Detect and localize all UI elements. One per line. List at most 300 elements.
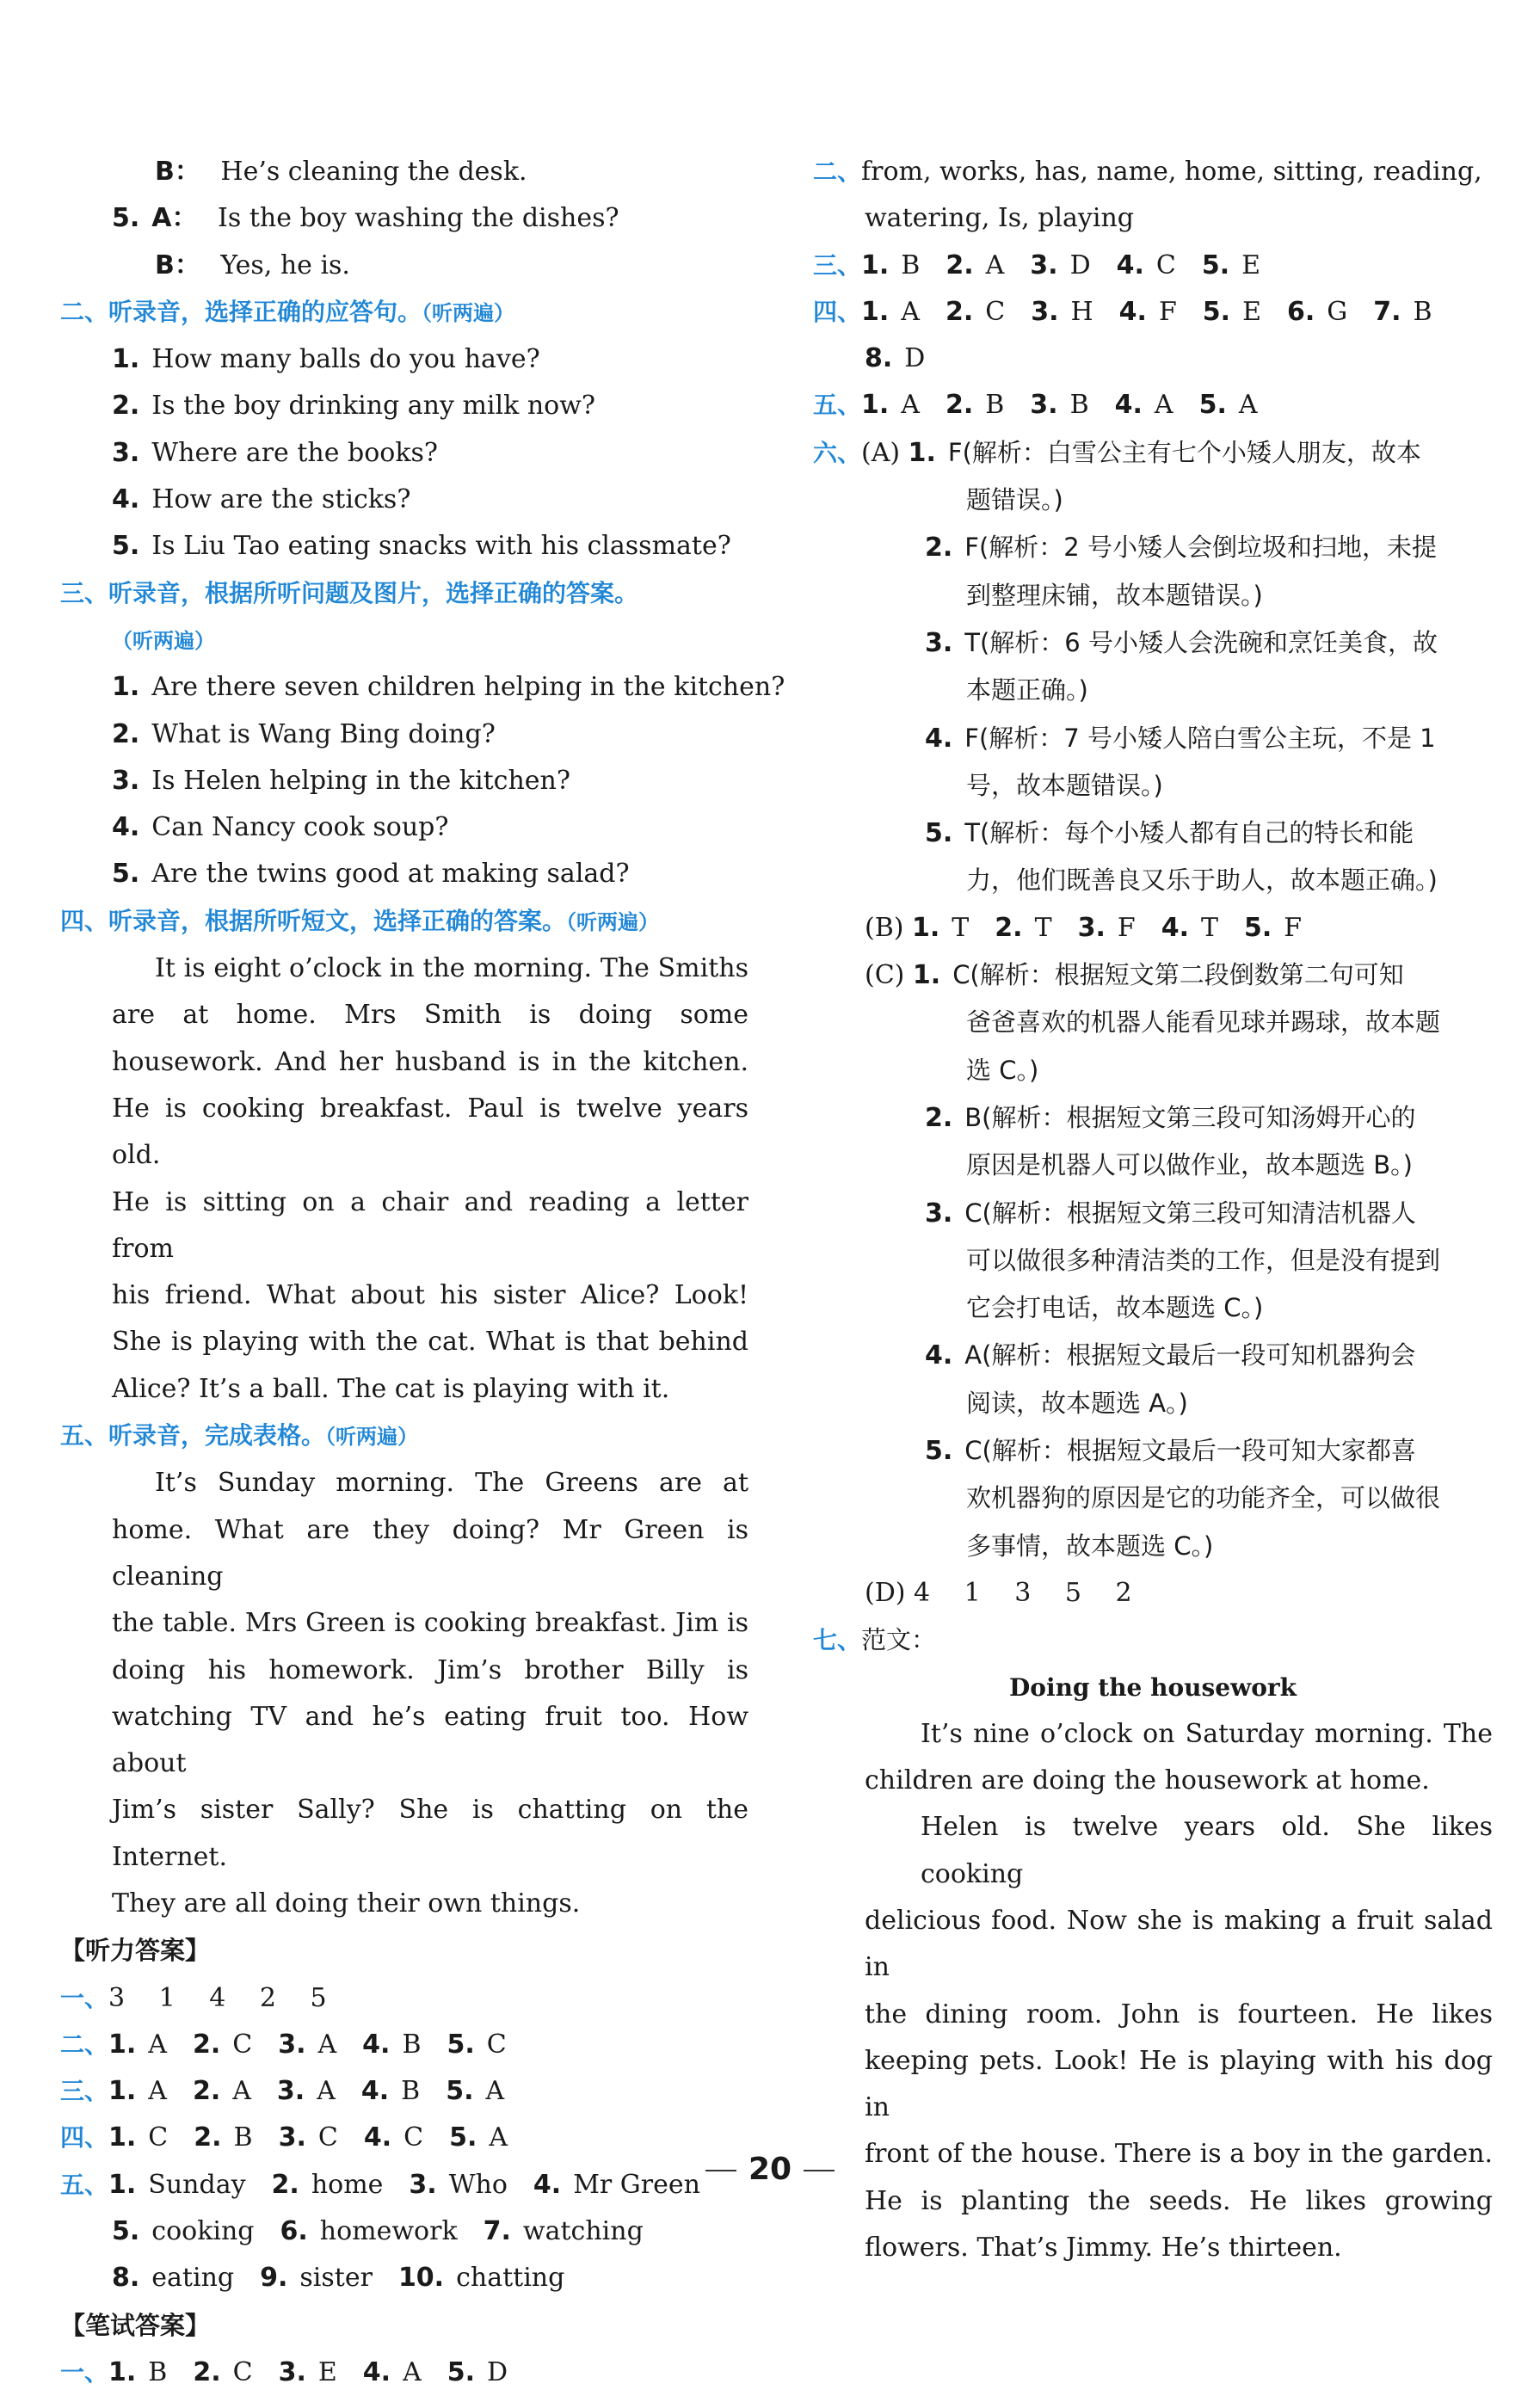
left-line xyxy=(60,1086,748,1180)
item-number: 3. xyxy=(278,2356,306,2387)
text-span: watching xyxy=(522,2216,644,2247)
right-line xyxy=(813,762,1493,810)
text-span: C(解析：根据短文第二段倒数第二句可知 xyxy=(952,960,1404,990)
left-line xyxy=(60,1881,748,1927)
text-span: Can Nancy cook soup? xyxy=(151,812,449,843)
left-line xyxy=(60,804,748,851)
text-span: G xyxy=(1327,296,1374,327)
right-line xyxy=(813,1898,1493,1992)
left-line xyxy=(60,1507,748,1601)
right-line xyxy=(813,1427,1493,1475)
item-number: 1. xyxy=(861,296,890,327)
text-span: Is the boy drinking any milk now? xyxy=(151,391,595,422)
text-span: 题错误。) xyxy=(966,485,1063,515)
item-number: 5. xyxy=(925,818,953,849)
text-span: A xyxy=(485,2076,505,2107)
text-span: 可以做很多种清洁类的工作，但是没有提到 xyxy=(966,1245,1441,1275)
text-span: A xyxy=(901,296,946,327)
right-line xyxy=(813,1094,1493,1142)
text-span: (A) xyxy=(861,437,909,468)
text-span: C xyxy=(148,2122,194,2153)
right-line xyxy=(813,1142,1493,1189)
text-span: chatting xyxy=(456,2263,565,2294)
text-span: 原因是机器人可以做作业，故本题选 B。) xyxy=(966,1150,1413,1180)
item-number: 2. xyxy=(925,533,953,564)
text-span: are at home. Mrs Smith is doing some xyxy=(112,1000,748,1031)
item-number: 5. xyxy=(447,2356,476,2387)
right-line xyxy=(813,1237,1493,1284)
text-span: C xyxy=(317,2122,364,2153)
text-span: 力，他们既善良又乐于助人，故本题正确。) xyxy=(966,865,1438,896)
right-line xyxy=(813,1804,1493,1898)
left-line xyxy=(60,2350,748,2396)
text-span: C(解析：根据短文最后一段可知大家都喜 xyxy=(964,1436,1416,1466)
text-span: doing his homework. Jim’s brother Billy is xyxy=(112,1654,748,1685)
text-span: A xyxy=(403,2356,447,2387)
left-line xyxy=(60,149,748,195)
text-span: He is sitting on a chair and reading a letter from xyxy=(112,1186,748,1264)
item-number: 4. xyxy=(1116,249,1144,280)
text-span: It is eight o’clock in the morning. The Smiths xyxy=(155,953,748,984)
section-heading: 三、听录音，根据所听问题及图片，选择正确的答案。 xyxy=(60,578,639,607)
section-heading: （听两遍） xyxy=(422,300,515,325)
text-span: 多事情，故本题选 C。) xyxy=(966,1531,1214,1561)
text-span: E xyxy=(317,2356,363,2387)
left-line xyxy=(60,1039,748,1086)
text-span: T(解析：6 号小矮人会洗碗和烹饪美食，故 xyxy=(964,627,1438,657)
item-number: 2. xyxy=(192,2029,221,2060)
right-line xyxy=(813,857,1493,904)
section-heading: 一、 xyxy=(60,1983,109,2012)
item-number: 1. xyxy=(908,437,936,468)
text-span: B xyxy=(148,2356,194,2387)
right-line xyxy=(813,2225,1493,2271)
item-number: 1. xyxy=(112,344,140,375)
item-number: 5. xyxy=(112,531,140,562)
item-number: 3. xyxy=(1031,296,1059,327)
item-number: 4. xyxy=(925,723,953,754)
left-line xyxy=(60,2302,748,2350)
text-span: T(解析：每个小矮人都有自己的特长和能 xyxy=(964,818,1414,848)
item-number: 3. xyxy=(276,2076,305,2107)
text-span: C(解析：根据短文第三段可知清洁机器人 xyxy=(964,1198,1416,1228)
text-span: It’s Sunday morning. The Greens are at xyxy=(155,1468,748,1499)
text-span: C xyxy=(232,2356,279,2387)
item-number: 1. xyxy=(112,672,140,703)
item-number: 6. xyxy=(1286,296,1315,327)
text-span: B xyxy=(901,249,946,280)
section-heading: 二、 xyxy=(813,157,862,186)
item-number: 5. xyxy=(112,2216,140,2247)
text-span: A xyxy=(1238,390,1258,421)
text-span: from, works, has, name, home, sitting, reading, xyxy=(861,157,1482,187)
item-number: 10. xyxy=(397,2263,445,2294)
item-number: 5. xyxy=(446,2076,474,2107)
text-span: 号，故本题错误。) xyxy=(966,770,1163,800)
item-number: 1. xyxy=(108,2029,137,2060)
right-line xyxy=(813,1475,1493,1522)
section-heading: 五、 xyxy=(813,391,862,420)
right-line xyxy=(813,999,1493,1046)
right-line xyxy=(813,1665,1493,1711)
item-number: 3. xyxy=(925,627,953,658)
text-span: 阅读，故本题选 A。) xyxy=(966,1388,1188,1418)
right-line xyxy=(813,1332,1493,1379)
text-span: 范文： xyxy=(861,1625,937,1655)
item-number: 3. xyxy=(112,437,140,468)
left-line xyxy=(60,430,748,477)
text-span: Yes, he is. xyxy=(212,249,350,280)
text-span: What is Wang Bing doing? xyxy=(151,718,496,749)
left-line xyxy=(60,1648,748,1694)
text-span: They are all doing their own things. xyxy=(112,1888,581,1919)
item-number: 8. xyxy=(865,343,893,374)
item-number: 2. xyxy=(271,2169,299,2200)
section-heading: 五、听录音，完成表格。 xyxy=(60,1421,326,1451)
left-line xyxy=(60,851,748,897)
page-number xyxy=(0,2147,1540,2193)
right-line xyxy=(813,1570,1493,1617)
section-heading: （听两遍） xyxy=(112,628,215,653)
right-line xyxy=(813,1523,1493,1570)
text-span: B xyxy=(233,2122,279,2153)
item-number: 3. xyxy=(409,2169,437,2200)
right-line xyxy=(813,149,1493,195)
text-span: housework. And her husband is in the kitchen. xyxy=(112,1046,748,1077)
text-span: A xyxy=(317,2029,363,2060)
left-line xyxy=(60,2208,748,2255)
text-span: delicious food. Now she is making a fruit salad in xyxy=(865,1905,1493,1983)
text-span: H xyxy=(1070,296,1119,327)
text-span: D xyxy=(904,343,926,374)
left-line xyxy=(60,711,748,758)
text-span: Sunday xyxy=(148,2169,272,2200)
item-number: 5. xyxy=(449,2122,477,2153)
text-span: Who xyxy=(448,2169,533,2200)
text-span: D xyxy=(487,2356,508,2387)
item-number: 2. xyxy=(995,912,1023,943)
left-line xyxy=(60,289,748,336)
right-line xyxy=(813,905,1493,952)
text-span: F(解析：2 号小矮人会倒垃圾和扫地，未提 xyxy=(964,533,1437,563)
left-line xyxy=(60,243,748,289)
right-line xyxy=(813,1711,1493,1758)
text-span: C xyxy=(403,2122,450,2153)
left-line xyxy=(60,570,748,617)
item-number: 3. xyxy=(1030,390,1058,421)
text-span: B xyxy=(1069,390,1115,421)
text-span: 【笔试答案】 xyxy=(60,2310,211,2340)
right-line xyxy=(813,1992,1493,2038)
item-number: 7. xyxy=(1373,296,1401,327)
text-span: C xyxy=(1155,249,1202,280)
text-span: C xyxy=(486,2029,507,2060)
item-number: 1. xyxy=(912,960,941,991)
item-number: 5. xyxy=(112,203,140,234)
text-span: cooking xyxy=(151,2216,280,2247)
right-line xyxy=(813,429,1493,477)
text-span: F xyxy=(1117,912,1161,943)
text-span: B(解析：根据短文第三段可知汤姆开心的 xyxy=(964,1102,1416,1132)
text-span: C xyxy=(985,296,1032,327)
right-line xyxy=(813,1617,1493,1664)
right-column xyxy=(813,149,1493,2271)
text-span: T xyxy=(1034,912,1078,943)
item-number: 1. xyxy=(108,2122,137,2153)
item-number: 1. xyxy=(108,2076,137,2107)
text-span: 本题正确。) xyxy=(966,675,1088,705)
text-span: A(解析：根据短文最后一段可知机器狗会 xyxy=(964,1340,1416,1370)
text-span: He is planting the seeds. He likes growing xyxy=(865,2185,1493,2216)
section-heading: 四、 xyxy=(813,297,862,326)
item-number: 2. xyxy=(925,1102,953,1133)
text-span: F xyxy=(1284,912,1303,943)
item-number: 4. xyxy=(362,2029,391,2060)
item-number: 5. xyxy=(925,1436,953,1467)
text-span: Is the boy washing the dishes? xyxy=(209,203,619,234)
text-span: T xyxy=(1200,912,1244,943)
item-number: 4. xyxy=(360,2076,390,2107)
item-number: 4. xyxy=(362,2356,391,2387)
text-span: B xyxy=(1413,296,1432,327)
right-line xyxy=(813,195,1493,242)
right-line xyxy=(813,667,1493,714)
right-line xyxy=(813,289,1493,336)
right-line xyxy=(813,2038,1493,2132)
dash-right xyxy=(804,2170,835,2171)
item-number: 4. xyxy=(112,484,140,515)
dash-left xyxy=(705,2170,736,2171)
section-heading: 一、 xyxy=(60,2357,109,2387)
text-span: A xyxy=(489,2122,508,2153)
left-line xyxy=(60,617,748,664)
text-span: Jim’s sister Sally? She is chatting on the Internet. xyxy=(112,1795,748,1872)
right-line xyxy=(813,1190,1493,1237)
text-span: She is playing with the cat. What is that behind xyxy=(112,1327,748,1358)
text-span: (C) xyxy=(865,960,913,991)
item-number: 4. xyxy=(533,2169,562,2200)
item-number: 4. xyxy=(112,812,140,843)
left-line xyxy=(60,898,748,945)
text-span: homework xyxy=(319,2216,484,2247)
text-span: Are the twins good at making salad? xyxy=(151,859,630,890)
right-line xyxy=(813,1284,1493,1332)
right-line xyxy=(813,1758,1493,1804)
section-heading: 七、 xyxy=(813,1626,862,1655)
item-number: 3. xyxy=(1030,249,1058,280)
text-span: A xyxy=(148,2029,193,2060)
right-line xyxy=(813,619,1493,667)
right-line xyxy=(813,382,1493,428)
text-span: He’s cleaning the desk. xyxy=(212,157,527,187)
text-span: Alice? It’s a ball. The cat is playing with it. xyxy=(112,1373,670,1404)
section-heading: 二、听录音，选择正确的应答句。 xyxy=(60,297,422,326)
text-span: (B) xyxy=(865,912,912,943)
text-span: flowers. That’s Jimmy. He’s thirteen. xyxy=(865,2233,1342,2264)
item-number: 1. xyxy=(861,249,890,280)
left-line xyxy=(60,336,748,383)
text-span: keeping pets. Look! He is playing with his dog in xyxy=(865,2045,1493,2123)
section-heading: （听两遍） xyxy=(566,909,660,934)
left-line xyxy=(60,1460,748,1506)
item-number: 1. xyxy=(861,390,890,421)
item-number: 5. xyxy=(1198,390,1227,421)
left-line xyxy=(60,1319,748,1365)
text-span: 到整理床铺，故本题错误。) xyxy=(966,580,1263,610)
left-line xyxy=(60,1272,748,1319)
item-number: 2. xyxy=(192,2076,221,2107)
right-line xyxy=(813,1380,1493,1427)
item-number: 5. xyxy=(112,859,140,890)
left-line xyxy=(60,664,785,711)
item-number: 1. xyxy=(108,2169,137,2200)
item-number: 8. xyxy=(112,2263,140,2294)
left-line xyxy=(60,945,748,992)
item-number: 4. xyxy=(1118,296,1147,327)
right-line xyxy=(813,243,1493,289)
section-heading: 四、 xyxy=(60,2123,109,2153)
right-line xyxy=(813,952,1493,999)
item-number: 2. xyxy=(946,249,974,280)
text-span: 爸爸喜欢的机器人能看见球并踢球，故本题 xyxy=(966,1007,1441,1038)
left-line xyxy=(60,1600,748,1647)
left-line xyxy=(60,1366,748,1413)
text-span: It’s nine o’clock on Saturday morning. The xyxy=(921,1718,1493,1749)
item-number: 2. xyxy=(194,2122,222,2153)
left-line xyxy=(60,1975,748,2022)
right-line xyxy=(813,572,1493,619)
text-span: A xyxy=(232,2076,277,2107)
section-heading: 六、 xyxy=(813,438,862,467)
text-span: A xyxy=(148,2076,193,2107)
item-number: 5. xyxy=(1201,249,1230,280)
text-span: B xyxy=(402,2029,447,2060)
item-number: 2. xyxy=(193,2356,221,2387)
item-number: 4. xyxy=(363,2122,392,2153)
text-span: A xyxy=(317,2076,361,2107)
text-span: watching TV and he’s eating fruit too. How about xyxy=(112,1701,748,1779)
text-span: B： xyxy=(155,157,200,187)
text-span: F(解析：7 号小矮人陪白雪公主玩，不是 1 xyxy=(964,723,1436,753)
section-heading: 四、听录音，根据所听短文，选择正确的答案。 xyxy=(60,906,567,935)
section-heading: （听两遍） xyxy=(325,1425,419,1450)
right-line xyxy=(813,715,1493,762)
text-span: Is Liu Tao eating snacks with his classmate? xyxy=(151,531,731,562)
text-span: B xyxy=(985,390,1031,421)
left-line xyxy=(60,195,748,242)
item-number: 6. xyxy=(280,2216,308,2247)
item-number: 2. xyxy=(945,390,974,421)
left-line xyxy=(60,992,748,1038)
text-span: Doing the housework xyxy=(1008,1672,1297,1702)
item-number: 4. xyxy=(1161,912,1189,943)
right-line xyxy=(813,810,1493,857)
left-line xyxy=(60,1787,748,1881)
text-span: C xyxy=(232,2029,279,2060)
item-number: 1. xyxy=(108,2356,137,2387)
text-span: eating xyxy=(151,2263,261,2294)
left-line xyxy=(60,477,748,523)
item-number: 3. xyxy=(278,2029,306,2060)
item-number: 3. xyxy=(1077,912,1106,943)
text-span: A： xyxy=(151,203,198,234)
item-number: 5. xyxy=(1202,296,1231,327)
text-span: F(解析：白雪公主有七个小矮人朋友，故本 xyxy=(947,437,1421,467)
text-span: B xyxy=(401,2076,447,2107)
left-line xyxy=(60,383,748,429)
left-line xyxy=(60,2068,748,2115)
item-number: 7. xyxy=(483,2216,511,2247)
text-span: How are the sticks? xyxy=(151,484,411,515)
right-line xyxy=(813,524,1493,571)
item-number: 1. xyxy=(912,912,940,943)
text-span: the table. Mrs Green is cooking breakfast. Jim is xyxy=(112,1608,748,1639)
text-span: Where are the books? xyxy=(151,437,438,468)
item-number: 2. xyxy=(945,296,974,327)
right-line xyxy=(813,477,1493,524)
left-line xyxy=(60,523,748,570)
text-span: 3 1 4 2 5 xyxy=(108,1982,327,2013)
text-span: 【听力答案】 xyxy=(60,1936,211,1966)
text-span: How many balls do you have? xyxy=(151,344,540,375)
text-span: 欢机器狗的原因是它的功能齐全，可以做很 xyxy=(966,1483,1441,1513)
text-span: B： xyxy=(155,249,200,280)
item-number: 4. xyxy=(925,1340,953,1371)
text-span: children are doing the housework at home. xyxy=(865,1765,1430,1796)
left-line xyxy=(60,758,748,804)
left-line xyxy=(60,1180,748,1273)
text-span: (D) 4 1 3 5 2 xyxy=(865,1577,1132,1608)
page-number-text: 20 xyxy=(748,2152,792,2187)
text-span: the dining room. John is fourteen. He likes xyxy=(865,1999,1493,2030)
item-number: 9. xyxy=(260,2263,288,2294)
left-line xyxy=(60,1927,748,1974)
section-heading: 二、 xyxy=(60,2030,109,2059)
text-span: his friend. What about his sister Alice? Look! xyxy=(112,1280,748,1311)
text-span: T xyxy=(952,912,995,943)
item-number: 5. xyxy=(1244,912,1272,943)
item-number: 3. xyxy=(278,2122,306,2153)
text-span: home xyxy=(311,2169,410,2200)
item-number: 3. xyxy=(925,1198,953,1229)
text-span: D xyxy=(1069,249,1117,280)
left-line xyxy=(60,1694,748,1788)
text-span: home. What are they doing? Mr Green is cleaning xyxy=(112,1514,748,1592)
text-span: sister xyxy=(299,2263,398,2294)
left-line xyxy=(60,2255,748,2301)
item-number: 4. xyxy=(1114,390,1143,421)
item-number: 3. xyxy=(112,765,140,796)
text-span: front of the house. There is a boy in the garden. xyxy=(865,2139,1493,2170)
text-span: 选 C。) xyxy=(966,1055,1039,1085)
text-span: F xyxy=(1158,296,1203,327)
text-span: Helen is twelve years old. She likes cooking xyxy=(921,1812,1493,1889)
text-span: 它会打电话，故本题选 C。) xyxy=(966,1293,1264,1323)
left-line xyxy=(60,2022,748,2068)
text-span: A xyxy=(1154,390,1199,421)
text-span: A xyxy=(985,249,1031,280)
item-number: 5. xyxy=(447,2029,475,2060)
text-span: watering, Is, playing xyxy=(865,203,1134,234)
text-span: He is cooking breakfast. Paul is twelve years old. xyxy=(112,1093,748,1171)
right-line xyxy=(813,336,1493,382)
section-heading: 五、 xyxy=(60,2170,109,2199)
left-line xyxy=(60,1413,748,1460)
item-number: 2. xyxy=(112,391,140,422)
text-span: Is Helen helping in the kitchen? xyxy=(151,765,570,796)
item-number: 2. xyxy=(112,718,140,749)
section-heading: 三、 xyxy=(60,2077,109,2106)
